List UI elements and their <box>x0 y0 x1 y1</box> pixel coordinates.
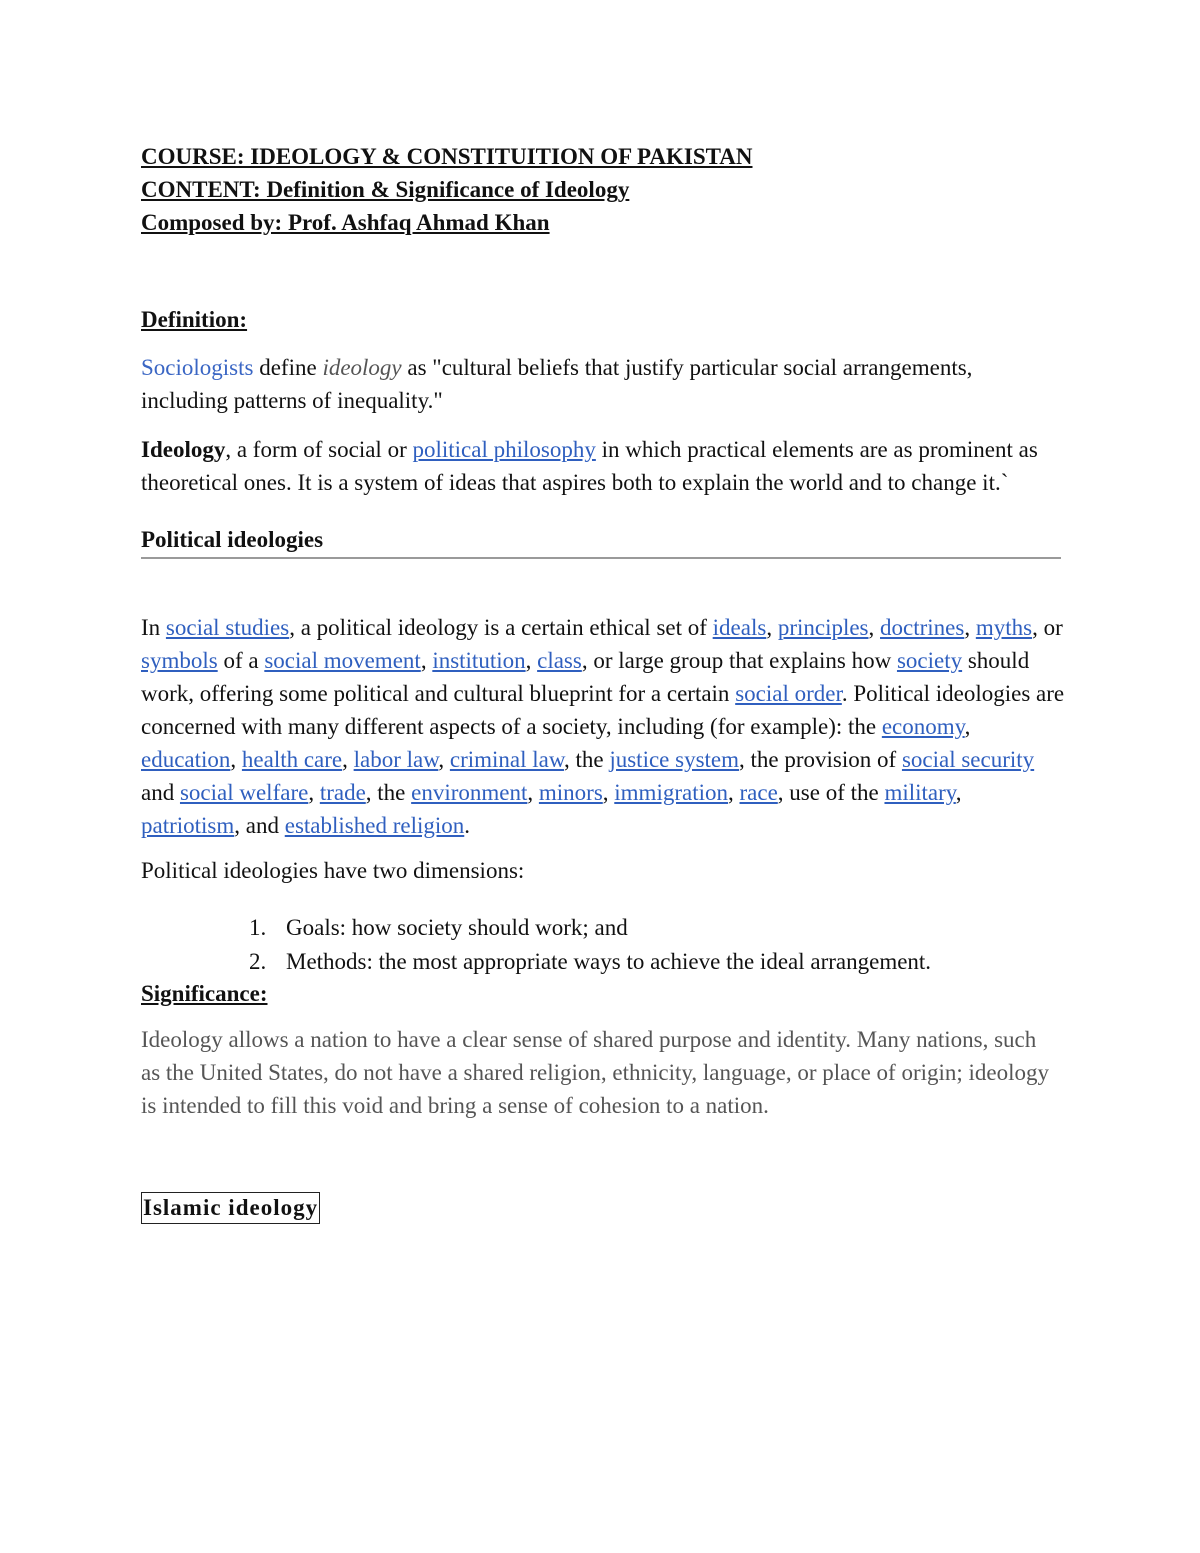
link-labor-law[interactable]: labor law <box>353 747 439 772</box>
political-ideology-paragraph: In social studies, a political ideology is a certain ethical set of ideals, principles, doctrines, myths, or symbols of a social movement, institution, class, or large group that explains how society should work, offering some political and cultural blueprint for a certain social order. Political ideologies are concerned with many different aspects of a society, including (for example): the economy, education, health care, labor law, criminal law, the justice system, the provision of social security and social welfare, trade, the environment, minors, immigration, race, use of the military, patriotism, and established religion. <box>141 615 1065 838</box>
link-social-studies[interactable]: social studies <box>165 615 290 640</box>
dimensions-list <box>141 911 1061 979</box>
link-immigration[interactable]: immigration <box>614 780 728 805</box>
link-doctrines[interactable]: doctrines <box>880 615 965 640</box>
link-principles[interactable]: principles <box>777 615 869 640</box>
ideology-term: ideology <box>322 355 402 380</box>
link-minors[interactable]: minors <box>538 780 603 805</box>
link-established-religion[interactable]: established religion <box>284 813 465 838</box>
link-social-movement[interactable]: social movement <box>264 648 421 673</box>
link-myths[interactable]: myths <box>975 615 1033 640</box>
link-health-care[interactable]: health care <box>241 747 343 772</box>
significance-paragraph: Ideology allows a nation to have a clear sense of shared purpose and identity. Many nations, such as the United States, do not have a shared religion, ethnicity, language, or place of origin; ideology is intended to fill this void and bring a sense of cohesion to a nation. <box>141 1027 1050 1118</box>
definition-paragraph-2: Ideology, a form of social or political philosophy in which practical elements are as prominent as theoretical ones. It is a system of ideas that aspires both to explain the world and to change it.` <box>141 437 1038 495</box>
link-institution[interactable]: institution <box>432 648 526 673</box>
link-trade[interactable]: trade <box>319 780 366 805</box>
list-item: 1. Goals: how society should work; and <box>249 915 628 940</box>
link-patriotism[interactable]: patriotism <box>141 813 235 838</box>
link-justice-system[interactable]: justice system <box>609 747 740 772</box>
link-symbols[interactable]: symbols <box>141 648 218 673</box>
islamic-ideology-heading: Islamic ideology <box>141 1192 320 1224</box>
definition-heading: Definition: <box>141 307 248 332</box>
link-social-order[interactable]: social order <box>735 681 842 706</box>
link-ideals[interactable]: ideals <box>712 615 767 640</box>
dimensions-intro: Political ideologies have two dimensions: <box>141 858 525 883</box>
link-military[interactable]: military <box>884 780 956 805</box>
course-title: COURSE: IDEOLOGY & CONSTITUITION OF PAKISTAN <box>141 144 753 169</box>
composed-by: Composed by: Prof. Ashfaq Ahmad Khan <box>141 210 550 235</box>
link-social-welfare[interactable]: social welfare <box>179 780 309 805</box>
political-ideologies-heading: Political ideologies <box>141 527 324 552</box>
definition-paragraph-1: Sociologists define ideology as "cultural beliefs that justify particular social arrangements, including patterns of inequality." <box>141 355 973 413</box>
link-education[interactable]: education <box>141 747 231 772</box>
document-page <box>141 140 1065 1224</box>
document-header <box>141 140 1061 239</box>
link-political-philosophy[interactable]: political philosophy <box>412 437 596 462</box>
content-title: CONTENT: Definition & Significance of Ideology <box>141 177 630 202</box>
ideology-bold: Ideology <box>141 437 226 462</box>
link-environment[interactable]: environment <box>411 780 528 805</box>
link-criminal-law[interactable]: criminal law <box>449 747 564 772</box>
link-society[interactable]: society <box>896 648 963 673</box>
list-item: 2. Methods: the most appropriate ways to achieve the ideal arrangement. <box>249 949 932 974</box>
link-race[interactable]: race <box>739 780 778 805</box>
link-economy[interactable]: economy <box>881 714 965 739</box>
link-social-security[interactable]: social security <box>901 747 1035 772</box>
significance-heading: Significance: <box>141 981 268 1006</box>
sociologists-term: Sociologists <box>141 355 254 380</box>
link-class[interactable]: class <box>537 648 582 673</box>
